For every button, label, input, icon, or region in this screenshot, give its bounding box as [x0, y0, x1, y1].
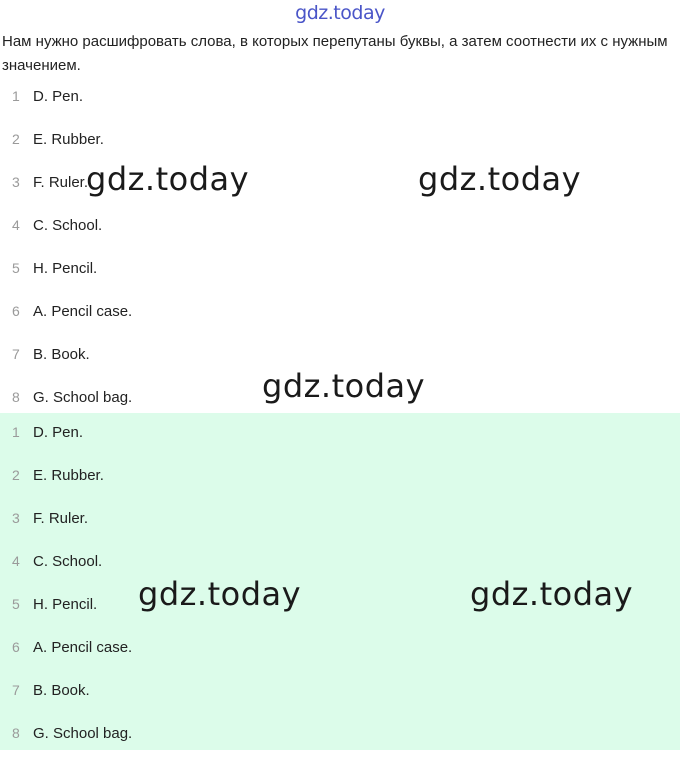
item-text: F. Ruler.	[33, 174, 89, 191]
item-text: D. Pen.	[33, 88, 84, 105]
item-number: 7	[12, 346, 20, 362]
item-number: 5	[12, 596, 20, 612]
item-text: C. School.	[33, 553, 103, 570]
list-item	[0, 725, 680, 768]
item-text: F. Ruler.	[33, 510, 89, 527]
watermark: gdz.today	[262, 367, 426, 405]
item-number: 4	[12, 217, 20, 233]
item-text: B. Book.	[33, 346, 90, 363]
item-text: H. Pencil.	[33, 260, 98, 277]
item-number: 1	[12, 424, 20, 440]
item-text: D. Pen.	[33, 424, 84, 441]
intro-text: Нам нужно расшифровать слова, в которых перепутаны буквы, а затем соотнести их с нужным значением.	[2, 33, 668, 74]
item-number: 3	[12, 510, 20, 526]
watermark: gdz.today	[86, 160, 250, 198]
item-text: B. Book.	[33, 682, 90, 699]
item-number: 6	[12, 639, 20, 655]
item-text: E. Rubber.	[33, 131, 104, 148]
list-item	[0, 88, 680, 131]
list-item	[0, 217, 680, 260]
list-item	[0, 424, 680, 467]
item-number: 7	[12, 682, 20, 698]
item-text: G. School bag.	[33, 389, 133, 406]
list-item	[0, 682, 680, 725]
list-item	[0, 510, 680, 553]
item-number: 4	[12, 553, 20, 569]
list-item	[0, 303, 680, 346]
item-number: 8	[12, 389, 20, 405]
item-number: 3	[12, 174, 20, 190]
item-text: A. Pencil case.	[33, 303, 133, 320]
item-text: E. Rubber.	[33, 467, 104, 484]
item-number: 1	[12, 88, 20, 104]
item-number: 6	[12, 303, 20, 319]
item-number: 8	[12, 725, 20, 741]
list-item	[0, 639, 680, 682]
watermark: gdz.today	[418, 160, 582, 198]
site-logo[interactable]: gdz.today	[295, 2, 385, 24]
watermark: gdz.today	[470, 575, 634, 613]
item-text: A. Pencil case.	[33, 639, 133, 656]
item-text: C. School.	[33, 217, 103, 234]
list-item	[0, 260, 680, 303]
item-number: 2	[12, 131, 20, 147]
watermark: gdz.today	[138, 575, 302, 613]
item-number: 2	[12, 467, 20, 483]
item-text: H. Pencil.	[33, 596, 98, 613]
item-text: G. School bag.	[33, 725, 133, 742]
list-item	[0, 467, 680, 510]
item-number: 5	[12, 260, 20, 276]
